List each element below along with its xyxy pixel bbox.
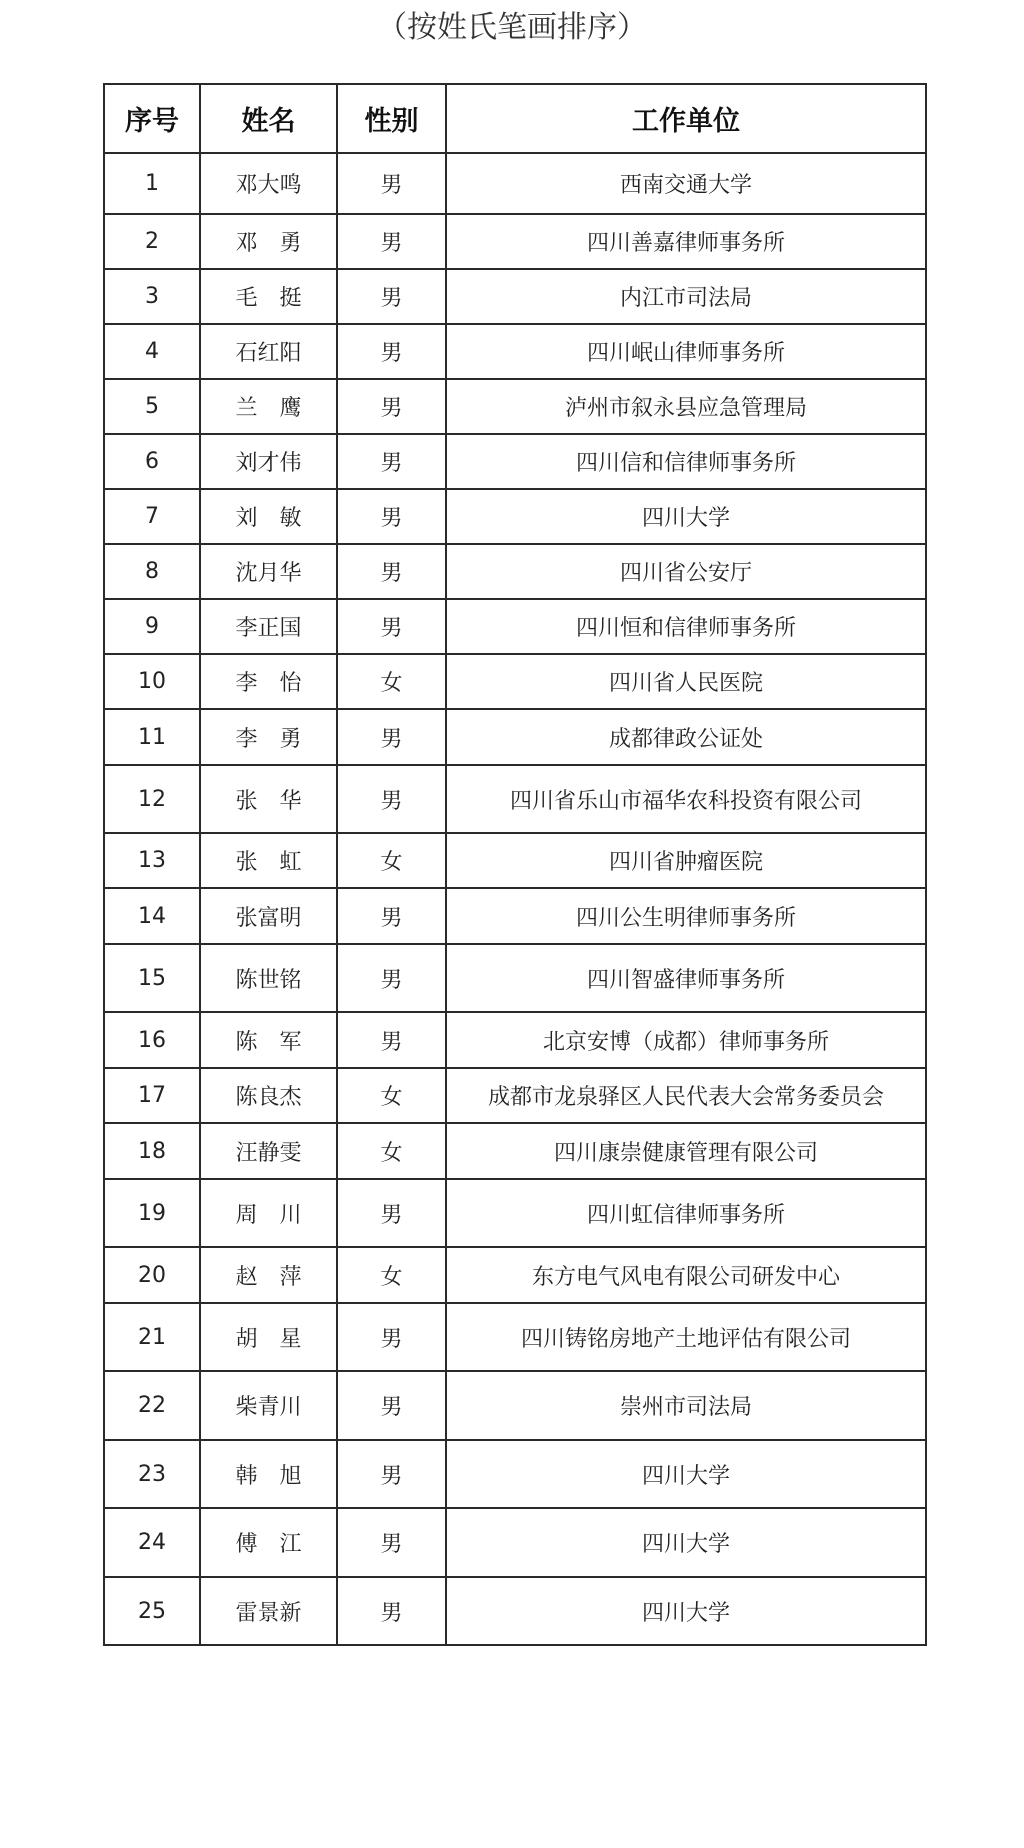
row-name: 刘才伟 [200,434,337,489]
table-row [104,1508,926,1577]
row-name: 张 虹 [200,833,337,888]
table-row [104,1012,926,1068]
row-index: 2 [104,214,200,269]
table-header-row [104,84,926,153]
row-gender: 男 [337,269,446,324]
table-body [104,153,926,1645]
row-index: 19 [104,1179,200,1247]
row-gender: 男 [337,379,446,434]
row-gender: 男 [337,765,446,833]
row-index: 5 [104,379,200,434]
row-unit: 四川省肿瘤医院 [446,833,926,888]
row-gender: 男 [337,489,446,544]
row-gender: 男 [337,434,446,489]
row-unit: 内江市司法局 [446,269,926,324]
table-row [104,765,926,833]
table-row [104,1303,926,1371]
row-index: 9 [104,599,200,654]
row-gender: 女 [337,654,446,709]
table-row [104,888,926,944]
row-gender: 男 [337,214,446,269]
row-name: 汪静雯 [200,1123,337,1179]
row-name: 张富明 [200,888,337,944]
table-row [104,1179,926,1247]
row-name: 张 华 [200,765,337,833]
row-gender: 女 [337,1068,446,1123]
row-index: 1 [104,153,200,214]
row-name: 毛 挺 [200,269,337,324]
row-gender: 男 [337,599,446,654]
row-unit: 四川智盛律师事务所 [446,944,926,1012]
row-gender: 女 [337,1247,446,1303]
row-name: 周 川 [200,1179,337,1247]
row-index: 20 [104,1247,200,1303]
table-row [104,599,926,654]
row-index: 25 [104,1577,200,1645]
row-name: 陈 军 [200,1012,337,1068]
row-index: 4 [104,324,200,379]
row-gender: 男 [337,544,446,599]
header-index: 序号 [104,84,200,153]
row-unit: 四川大学 [446,1508,926,1577]
row-unit: 四川岷山律师事务所 [446,324,926,379]
row-gender: 男 [337,1508,446,1577]
row-index: 14 [104,888,200,944]
table-row [104,214,926,269]
document-subtitle: （按姓氏笔画排序） [377,10,647,45]
table-row [104,1068,926,1123]
row-unit: 四川康崇健康管理有限公司 [446,1123,926,1179]
row-unit: 四川大学 [446,1440,926,1508]
row-name: 邓大鸣 [200,153,337,214]
row-unit: 四川省公安厅 [446,544,926,599]
table-row [104,269,926,324]
row-index: 18 [104,1123,200,1179]
row-gender: 男 [337,153,446,214]
row-gender: 女 [337,1123,446,1179]
row-unit: 四川恒和信律师事务所 [446,599,926,654]
row-index: 15 [104,944,200,1012]
row-gender: 女 [337,833,446,888]
row-name: 兰 鹰 [200,379,337,434]
row-name: 李 勇 [200,709,337,765]
table-row [104,944,926,1012]
row-index: 11 [104,709,200,765]
row-name: 陈世铭 [200,944,337,1012]
table-row [104,153,926,214]
row-gender: 男 [337,709,446,765]
table-row [104,544,926,599]
row-unit: 西南交通大学 [446,153,926,214]
row-index: 22 [104,1371,200,1440]
row-unit: 四川信和信律师事务所 [446,434,926,489]
row-index: 6 [104,434,200,489]
header-unit: 工作单位 [446,84,926,153]
row-index: 3 [104,269,200,324]
row-name: 石红阳 [200,324,337,379]
table-row [104,709,926,765]
row-name: 李 怡 [200,654,337,709]
row-index: 7 [104,489,200,544]
row-unit: 北京安博（成都）律师事务所 [446,1012,926,1068]
table-row [104,833,926,888]
row-gender: 男 [337,1577,446,1645]
table-row [104,434,926,489]
row-unit: 四川虹信律师事务所 [446,1179,926,1247]
row-unit: 东方电气风电有限公司研发中心 [446,1247,926,1303]
row-unit: 泸州市叙永县应急管理局 [446,379,926,434]
row-gender: 男 [337,1303,446,1371]
table-row [104,1440,926,1508]
row-unit: 崇州市司法局 [446,1371,926,1440]
row-index: 21 [104,1303,200,1371]
table-row [104,324,926,379]
table-row [104,654,926,709]
row-unit: 四川善嘉律师事务所 [446,214,926,269]
table-row [104,1247,926,1303]
row-gender: 男 [337,1179,446,1247]
row-gender: 男 [337,1440,446,1508]
row-index: 12 [104,765,200,833]
header-gender: 性别 [337,84,446,153]
row-name: 陈良杰 [200,1068,337,1123]
row-name: 沈月华 [200,544,337,599]
row-gender: 男 [337,944,446,1012]
row-unit: 四川省人民医院 [446,654,926,709]
row-name: 刘 敏 [200,489,337,544]
row-unit: 四川大学 [446,489,926,544]
row-unit: 成都律政公证处 [446,709,926,765]
table-row [104,489,926,544]
row-name: 韩 旭 [200,1440,337,1508]
row-unit: 四川大学 [446,1577,926,1645]
row-gender: 男 [337,1371,446,1440]
row-name: 胡 星 [200,1303,337,1371]
row-gender: 男 [337,324,446,379]
row-index: 23 [104,1440,200,1508]
row-unit: 四川铸铭房地产土地评估有限公司 [446,1303,926,1371]
row-index: 8 [104,544,200,599]
row-name: 柴青川 [200,1371,337,1440]
row-index: 17 [104,1068,200,1123]
table-row [104,1371,926,1440]
table-row [104,379,926,434]
row-unit: 四川公生明律师事务所 [446,888,926,944]
row-unit: 四川省乐山市福华农科投资有限公司 [446,765,926,833]
header-name: 姓名 [200,84,337,153]
row-name: 傅 江 [200,1508,337,1577]
row-gender: 男 [337,1012,446,1068]
row-name: 赵 萍 [200,1247,337,1303]
row-gender: 男 [337,888,446,944]
table-row [104,1123,926,1179]
row-name: 雷景新 [200,1577,337,1645]
row-unit: 成都市龙泉驿区人民代表大会常务委员会 [446,1068,926,1123]
row-index: 16 [104,1012,200,1068]
row-index: 24 [104,1508,200,1577]
row-name: 邓 勇 [200,214,337,269]
row-index: 10 [104,654,200,709]
member-table [103,83,927,1646]
row-name: 李正国 [200,599,337,654]
table-row [104,1577,926,1645]
row-index: 13 [104,833,200,888]
